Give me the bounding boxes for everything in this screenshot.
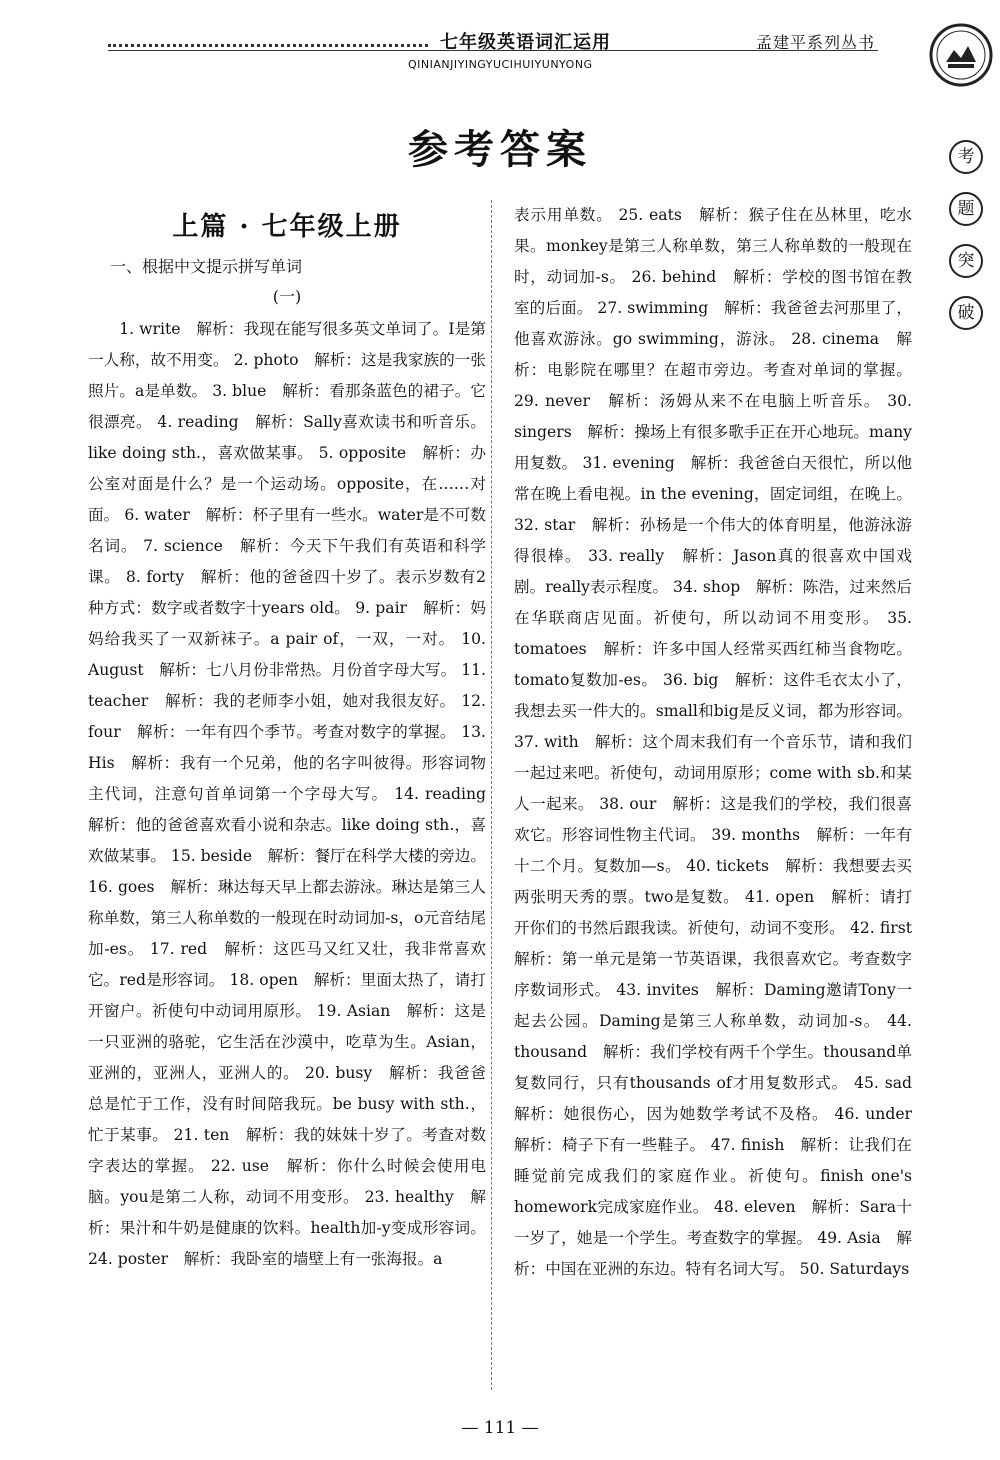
running-header — [0, 0, 1000, 80]
answer-text-left: 1. write 解析：我现在能写很多英文单词了。I是第一人称，故不用变。 2. photo 解析：这是我家族的一张照片。a是单数。 3. blue 解析：看那条蓝色的裙子。它很漂亮。 4. reading 解析：Sally喜欢读书和听音乐。like doing sth.，喜欢做某事。 5. opposite 解析：办公室对面是什么？是一个运动场。opposite，在……对面。 6. water 解析：杯子里有一些水。water是不可数名词。 7. science 解析：今天下午我们有英语和科学课。 8. forty 解析：他的爸爸四十岁了。表示岁数有2种方式：数字或者数字十years old。 9. pair 解析：妈妈给我买了一双新袜子。a pair of，一双，一对。 10. August 解析：七八月份非常热。月份首字母大写。 11. teacher 解析：我的老师李小姐，她对我很友好。 12. four 解析：一年有四个季节。考查对数字的掌握。 13. His 解析：我有一个兄弟，他的名字叫彼得。形容词物主代词，注意句首单词第一个字母大写。 14. reading 解析：他的爸爸喜欢看小说和杂志。like doing sth.，喜欢做某事。 15. beside 解析：餐厅在科学大楼的旁边。 16. goes 解析：琳达每天早上都去游泳。琳达是第三人称单数，第三人称单数的一般现在时动词加-s，o元音结尾加-es。 17. red 解析：这匹马又红又壮，我非常喜欢它。red是形容词。 18. open 解析：里面太热了，请打开窗户。祈使句中动词用原形。 19. Asian 解析：这是一只亚洲的骆驼，它生活在沙漠中，吃草为生。Asian，亚洲的，亚洲人，亚洲人的。 20. busy 解析：我爸爸总是忙于工作，没有时间陪我玩。be busy with sth.，忙于某事。 21. ten 解析：我的妹妹十岁了。考查对数字表达的掌握。 22. use 解析：你什么时候会使用电脑。you是第二人称，动词不用变形。 23. healthy 解析：果汁和牛奶是健康的饮料。health加-y变成形容词。 24. poster 解析：我卧室的墙壁上有一张海报。a — [88, 320, 502, 1268]
header-dotted-rule — [108, 44, 428, 47]
left-column — [88, 200, 502, 1275]
series-name: 孟建平系列丛书 — [756, 33, 876, 52]
column-divider — [491, 200, 492, 1390]
page-title: 参考答案 — [408, 126, 592, 173]
book-title-pinyin: QINIANJIYINGYUCIHUIYUNYONG — [408, 58, 593, 71]
answer-text-right: 表示用单数。 25. eats 解析：猴子住在丛林里，吃水果。monkey是第三人称单数，第三人称单数的一般现在时，动词加-s。 26. behind 解析：学校的图书馆在教室的后面。 27. swimming 解析：我爸爸去河那里了，他喜欢游泳。go swimming，游泳。 28. cinema 解析：电影院在哪里？在超市旁边。考查对单词的掌握。 29. never 解析：汤姆从来不在电脑上听音乐。 30. singers 解析：操场上有很多歌手正在开心地玩。many用复数。 31. evening 解析：我爸爸白天很忙，所以他常在晚上看电视。in the evening，固定词组，在晚上。 32. star 解析：孙杨是一个伟大的体育明星，他游泳游得很棒。 33. really 解析：Jason真的很喜欢中国戏剧。really表示程度。 34. shop 解析：陈浩，过来然后在华联商店见面。祈使句，所以动词不用变形。 35. tomatoes 解析：许多中国人经常买西红柿当食物吃。tomato复数加-es。 36. big 解析：这件毛衣太小了，我想去买一件大的。small和big是反义词，都为形容词。 37. with 解析：这个周末我们有一个音乐节，请和我们一起过来吧。祈使句，动词用原形；come with sb.和某人一起来。 38. our 解析：这是我们的学校，我们很喜欢它。形容词性物主代词。 39. months 解析：一年有十二个月。复数加—s。 40. tickets 解析：我想要去买两张明天秀的票。two是复数。 41. open 解析：请打开你们的书然后跟我读。祈使句，动词不变形。 42. first 解析：第一单元是第一节英语课，我很喜欢它。考查数字序数词形式。 43. invites 解析：Daming邀请Tony一起去公园。Daming是第三人称单数，动词加-s。 44. thousand 解析：我们学校有两千个学生。thousand单复数同行，只有thousands of才用复数形式。 45. sad 解析：她很伤心，因为她数学考试不及格。 46. under 解析：椅子下有一些鞋子。 47. finish 解析：让我们在睡觉前完成我们的家庭作业。祈使句。finish one's homework完成家庭作业。 48. eleven 解析：Sara十一岁了，她是一个学生。考查数字的掌握。 49. Asia 解析：中国在亚洲的东边。特有名词大写。 50. Saturdays — [514, 206, 928, 1278]
side-tab-char: 突 — [949, 244, 983, 278]
right-column — [514, 200, 928, 1285]
book-title: 七年级英语词汇运用 — [440, 32, 611, 53]
side-tab-char: 破 — [949, 296, 983, 330]
section-title: 上篇 · 七年级上册 — [172, 212, 402, 242]
exercise-title: 一、根据中文提示拼写单词 — [110, 257, 303, 276]
part-number: (一) — [272, 287, 302, 306]
side-tab-char: 题 — [949, 192, 983, 226]
publisher-seal-icon — [928, 22, 994, 88]
page-number: — 111 — — [461, 1418, 539, 1438]
side-tab-char: 考 — [949, 140, 983, 174]
